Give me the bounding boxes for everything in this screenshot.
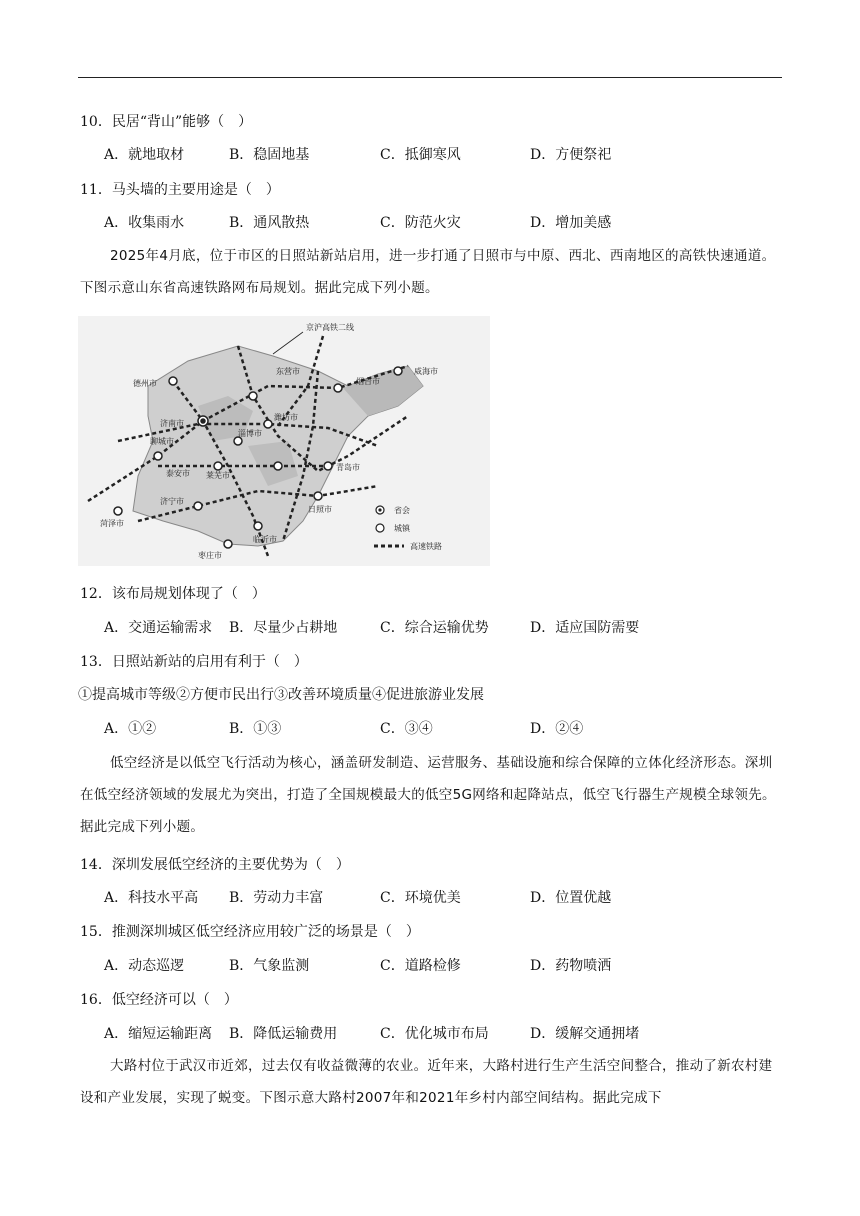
- q16-option-b[interactable]: B．降低运输费用: [229, 1026, 338, 1042]
- q15-option-d[interactable]: D．药物喷洒: [530, 958, 612, 974]
- shandong-rail-map: [78, 316, 490, 566]
- map-city-jinan: 济南市: [160, 419, 184, 428]
- q12-option-b[interactable]: B．尽量少占耕地: [229, 620, 338, 636]
- q12-option-c[interactable]: C．综合运输优势: [380, 620, 489, 636]
- map-city-dezhou: 德州市: [133, 379, 157, 388]
- legend-rail: 高速铁路: [410, 542, 442, 551]
- question-10-stem: 10．民居“背山”能够（ ）: [80, 114, 253, 130]
- map-city-liaocheng: 聊城市: [150, 437, 174, 446]
- map-city-yantai: 烟台市: [356, 377, 380, 386]
- q12-option-d[interactable]: D．适应国防需要: [530, 620, 640, 636]
- map-city-laiwu: 莱芜市: [206, 471, 230, 480]
- legend-capital: 省会: [394, 506, 410, 515]
- question-13-stem: 13．日照站新站的启用有利于（ ）: [80, 654, 308, 670]
- q16-option-a[interactable]: A．缩短运输距离: [104, 1026, 213, 1042]
- q14-option-d[interactable]: D．位置优越: [530, 890, 612, 906]
- q15-option-a[interactable]: A．动态巡逻: [104, 958, 185, 974]
- q10-option-b[interactable]: B．稳固地基: [229, 147, 310, 163]
- map-city-zaozhuang: 枣庄市: [198, 551, 222, 560]
- q13-option-b[interactable]: B．①③: [229, 721, 282, 737]
- q13-option-c[interactable]: C．③④: [380, 721, 433, 737]
- q11-option-c[interactable]: C．防范火灾: [380, 215, 461, 231]
- q11-option-b[interactable]: B．通风散热: [229, 215, 310, 231]
- q12-option-a[interactable]: A．交通运输需求: [104, 620, 213, 636]
- q10-option-c[interactable]: C．抵御寒风: [380, 147, 461, 163]
- legend-town: 城镇: [394, 524, 410, 533]
- question-16-stem: 16．低空经济可以（ ）: [80, 992, 238, 1008]
- q14-option-a[interactable]: A．科技水平高: [104, 890, 199, 906]
- map-city-dongying: 东营市: [276, 367, 300, 376]
- q10-option-d[interactable]: D．方便祭祀: [530, 147, 612, 163]
- passage-low-altitude: 低空经济是以低空飞行活动为核心，涵盖研发制造、运营服务、基础设施和综合保障的立体化经济形态。深圳在低空经济领域的发展尤为突出，打造了全国规模最大的低空5G网络和起降站点，低空飞行器生产规模全球领先。据此完成下列小题。: [80, 755, 776, 835]
- q15-option-b[interactable]: B．气象监测: [229, 958, 310, 974]
- q13-option-d[interactable]: D．②④: [530, 721, 584, 737]
- question-14-stem: 14．深圳发展低空经济的主要优势为（ ）: [80, 857, 350, 873]
- map-city-jining: 济宁市: [160, 497, 184, 506]
- map-city-zibo: 淄博市: [238, 429, 262, 438]
- map-city-heze: 菏泽市: [100, 519, 124, 528]
- rail-map-figure: [78, 316, 490, 566]
- q15-option-c[interactable]: C．道路检修: [380, 958, 461, 974]
- q11-option-d[interactable]: D．增加美感: [530, 215, 612, 231]
- header-rule: [78, 77, 782, 78]
- question-13-items: ①提高城市等级②方便市民出行③改善环境质量④促进旅游业发展: [78, 687, 484, 703]
- map-city-weifang: 潍坊市: [274, 413, 298, 422]
- map-city-rizhao: 日照市: [308, 505, 332, 514]
- map-city-weihai: 威海市: [414, 367, 438, 376]
- map-city-linyi: 临沂市: [253, 535, 277, 544]
- q14-option-b[interactable]: B．劳动力丰富: [229, 890, 324, 906]
- question-12-stem: 12．该布局规划体现了（ ）: [80, 586, 266, 602]
- map-city-taian: 泰安市: [166, 469, 190, 478]
- q10-option-a[interactable]: A．就地取材: [104, 147, 185, 163]
- passage-rail: 2025年4月底，位于市区的日照站新站启用，进一步打通了日照市与中原、西北、西南地区的高铁快速通道。下图示意山东省高速铁路网布局规划。据此完成下列小题。: [80, 248, 776, 296]
- q16-option-c[interactable]: C．优化城市布局: [380, 1026, 489, 1042]
- map-city-qingdao: 青岛市: [336, 463, 360, 472]
- q13-option-a[interactable]: A．①②: [104, 721, 157, 737]
- passage-dalu-village: 大路村位于武汉市近郊，过去仅有收益微薄的农业。近年来，大路村进行生产生活空间整合，推动了新农村建设和产业发展，实现了蜕变。下图示意大路村2007年和2021年乡村内部空间结构。据此完成下: [80, 1058, 773, 1106]
- question-11-stem: 11．马头墙的主要用途是（ ）: [80, 182, 280, 198]
- question-15-stem: 15．推测深圳城区低空经济应用较广泛的场景是（ ）: [80, 924, 420, 940]
- map-line-label: 京沪高铁二线: [306, 323, 354, 332]
- q11-option-a[interactable]: A．收集雨水: [104, 215, 185, 231]
- q14-option-c[interactable]: C．环境优美: [380, 890, 461, 906]
- q16-option-d[interactable]: D．缓解交通拥堵: [530, 1026, 640, 1042]
